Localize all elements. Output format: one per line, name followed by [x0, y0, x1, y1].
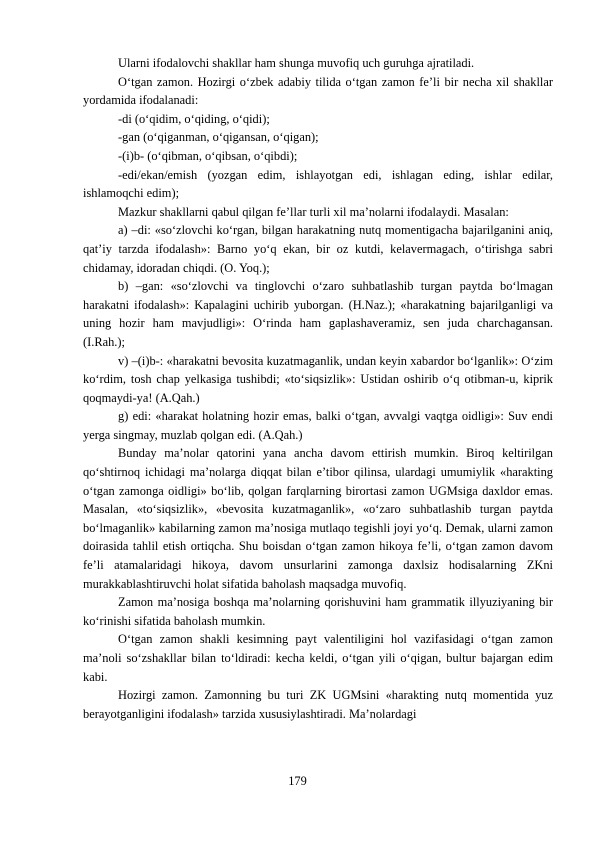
page-number: 179 [288, 774, 307, 788]
body-text [83, 54, 553, 723]
paragraph: Mazkur shakllarni qabul qilgan fe’llar turli xil ma’nolarni ifodalaydi. Masalan: [118, 204, 509, 219]
paragraph: b) –gan: «so‘zlovchi va tinglovchi o‘zaro suhbatlashib turgan paytda bo‘lmagan harakatni ifodalash»: Kapalagini uchirib yuborgan. (H.Naz.); «harakatning bajarilganligi va uning hozir ham mavjudligi»: O‘rinda ham gaplashaveramiz, sen juda charchagansan. (I.Rah.); [83, 279, 553, 349]
paragraph: -di (o‘qidim, o‘qiding, o‘qidi); [118, 111, 270, 126]
paragraph: Zamon ma’nosiga boshqa ma’nolarning qorishuvini ham grammatik illyuziyaning bir ko‘rinishi sifatida baholash mumkin. [83, 595, 553, 628]
paragraph: -edi/ekan/emish (yozgan edim, ishlayotgan edi, ishlagan eding, ishlar edilar, ishlamoqchi edim); [83, 167, 553, 201]
paragraph: Bunday ma’nolar qatorini yana ancha davom ettirish mumkin. Biroq keltirilgan qo‘shtirnoq ichidagi ma’nolarga diqqat bilan e’tibor qilinsa, ulardagi umumiylik «harakting o‘tgan zamonga oidligi» bo‘lib, qolgan farqlarning birortasi zamon UGMsiga daxldor emas. Masalan, «to‘siqsizlik», «bevosita kuzatmaganlik», «o‘zaro suhbatlashib turgan paytda bo‘lmaganlik» kabilarning zamon ma’nosiga mutlaqo tegishli joyi yo‘q. Demak, ularni zamon doirasida tahlil etish ortiqcha. Shu boisdan o‘tgan zamon hikoya fe’li, o‘tgan zamon davom fe’li atamalaridagi hikoya, davom unsurlarini zamonga daxlsiz hodisalarning ZKni murakkablashtiruvchi holat sifatida baholash maqsadga muvofiq. [83, 446, 553, 591]
paragraph: -(i)b- (o‘qibman, o‘qibsan, o‘qibdi); [118, 148, 298, 163]
paragraph: Hozirgi zamon. Zamonning bu turi ZK UGMsini «harakting nutq momentida yuz berayotganligini ifodalash» tarzida xususiylashtiradi. Ma’nolardagi [83, 688, 553, 721]
paragraph: Ularni ifodalovchi shakllar ham shunga muvofiq uch guruhga ajratiladi. [118, 56, 475, 70]
paragraph: -gan (o‘qiganman, o‘qigansan, o‘qigan); [118, 130, 319, 145]
paragraph: a) –di: «so‘zlovchi ko‘rgan, bilgan harakatning nutq momentigacha bajarilganini aniq, qat’iy tarzda ifodalash»: Barno yo‘q ekan, bir oz kutdi, kelavermagach, o‘tirishga sabri chidamay, idoradan chiqdi. (O. Yoq.); [83, 223, 553, 275]
paragraph: v) –(i)b-: «harakatni bevosita kuzatmaganlik, undan keyin xabardor bo‘lganlik»: O‘zim ko‘rdim, tosh chap yelkasiga tushibdi; «to‘siqsizlik»: Ustidan oshirib o‘q otibman-u, kiprik qoqmaydi-ya! (A.Qah.) [83, 353, 553, 405]
paragraph: g) edi: «harakat holatning hozir emas, balki o‘tgan, avvalgi vaqtga oidligi»: Suv endi yerga singmay, muzlab qolgan edi. (A.Qah.) [83, 409, 553, 442]
paragraph: O‘tgan zamon. Hozirgi o‘zbek adabiy tilida o‘tgan zamon fe’li bir necha xil shakllar yordamida ifodalanadi: [83, 74, 553, 108]
paragraph: O‘tgan zamon shakli kesimning payt valentiligini hol vazifasidagi o‘tgan zamon ma’noli so‘zshakllar bilan to‘ldiradi: kecha keldi, o‘tgan yili o‘qigan, bultur bajargan edim kabi. [83, 632, 553, 684]
